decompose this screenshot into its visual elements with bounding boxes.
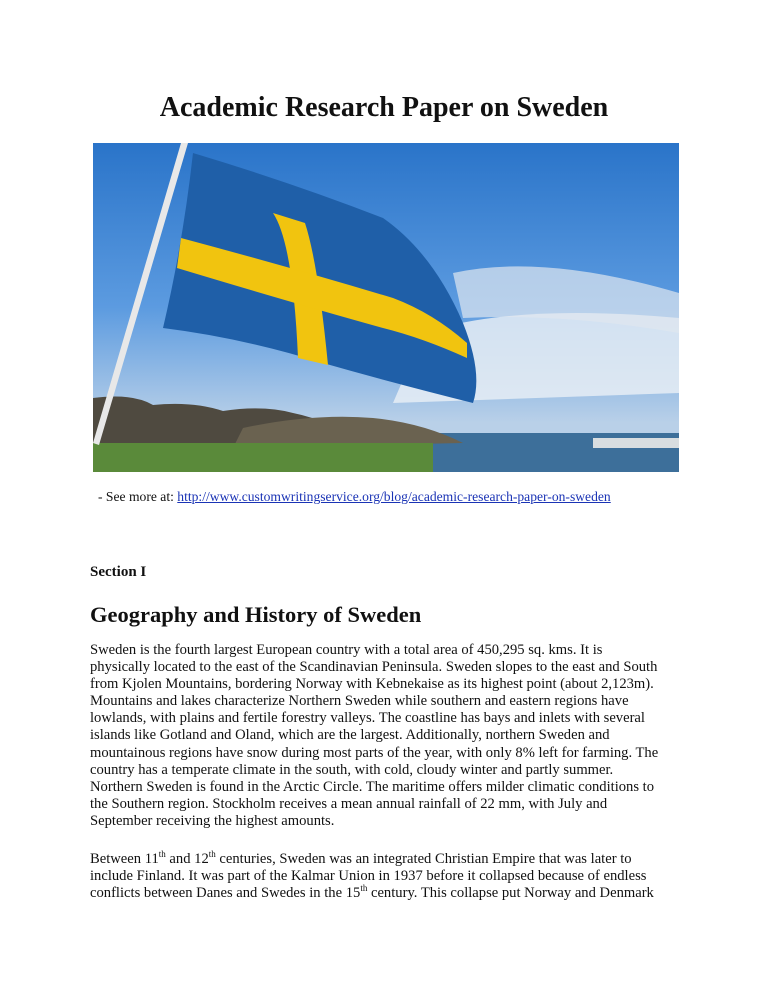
text-segment: Between 11 — [90, 851, 159, 867]
text-line: physically located to the east of the Scandinavian Peninsula. Sweden slopes to the east and South — [90, 659, 658, 676]
text-line — [90, 868, 654, 885]
text-line — [90, 851, 654, 868]
text-segment: conflicts between Danes and Swedes in the 15 — [90, 885, 361, 902]
text-line — [90, 885, 654, 902]
text-line: country has a temperate climate in the south, with cold, cloudy winter and partly summer. — [90, 761, 614, 778]
ordinal-suffix: th — [208, 849, 216, 859]
text-segment: include Finland. It was part of the Kalmar Union in 1937 before it collapsed because of endless — [90, 868, 647, 885]
sweden-flag-photo — [93, 143, 679, 472]
ordinal-suffix: th — [360, 883, 368, 894]
text-line: the Southern region. Stockholm receives a mean annual rainfall of 22 mm, with July and — [90, 795, 608, 812]
text-line: Sweden is the fourth largest European country with a total area of 450,295 sq. kms. It is — [90, 642, 603, 658]
source-prefix: - See more at: — [98, 489, 178, 504]
text-segment: centuries, Sweden was an integrated Christian Empire that was later to — [215, 851, 632, 867]
text-line: from Kjolen Mountains, bordering Norway with Kebnekaise as its highest point (about 2,123m). — [90, 676, 654, 693]
paragraph-history — [90, 851, 654, 902]
ordinal-suffix: th — [158, 849, 166, 859]
text-line: September receiving the highest amounts. — [90, 812, 335, 829]
text-segment: and 12 — [165, 851, 209, 867]
section-label: Section I — [90, 564, 147, 580]
text-line: islands like Gotland and Oland, which are the largest. Additionally, northern Sweden and — [90, 727, 610, 744]
source-link[interactable]: http://www.customwritingservice.org/blog/academic-research-paper-on-sweden — [177, 489, 611, 504]
text-segment: century. This collapse put Norway and Denmark — [367, 885, 654, 902]
text-line: mountainous regions have snow during most parts of the year, with only 8% left for farming. The — [90, 744, 659, 761]
text-line: Northern Sweden is found in the Arctic Circle. The maritime offers milder climatic conditions to — [90, 778, 655, 795]
page-title: Academic Research Paper on Sweden — [159, 92, 609, 123]
section-heading: Geography and History of Sweden — [90, 602, 422, 627]
text-line: lowlands, with plains and fertile forestry valleys. The coastline has bays and inlets with several — [90, 710, 645, 727]
paragraph-geography — [90, 642, 658, 830]
text-line: Mountains and lakes characterize Northern Sweden while southern and eastern regions have — [90, 693, 629, 710]
source-line — [98, 489, 611, 505]
